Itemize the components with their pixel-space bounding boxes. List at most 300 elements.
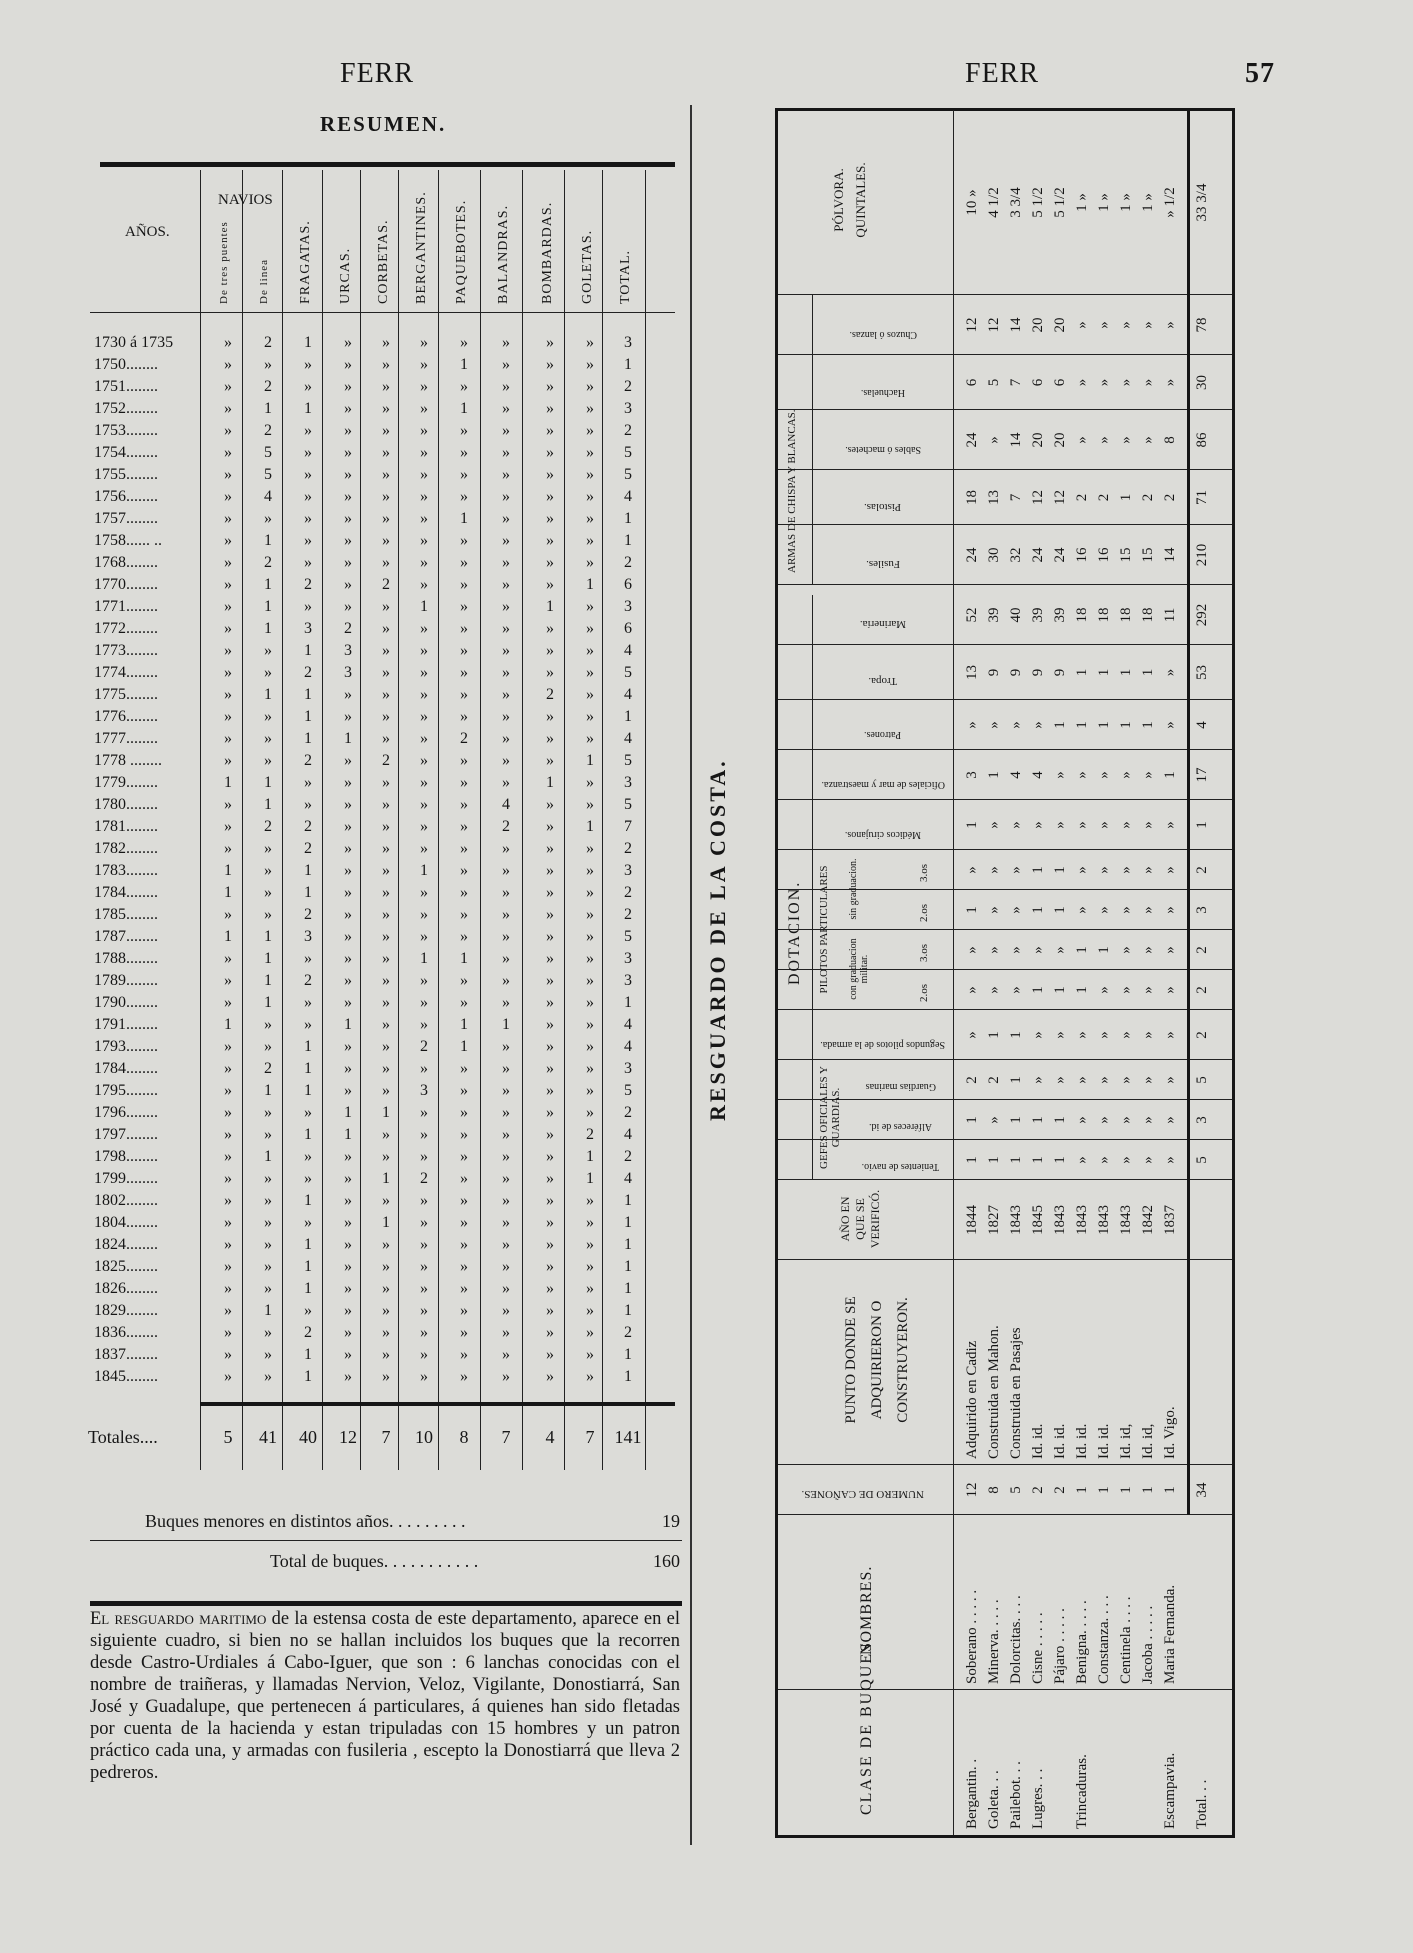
resguardo-cell-hac: 6 [964, 378, 980, 387]
resumen-cell: 3 [304, 620, 312, 637]
resguardo-header-label: Patrones. [864, 729, 902, 740]
resumen-year: 1824........ [94, 1236, 158, 1253]
resumen-cell: » [304, 1016, 312, 1033]
resumen-cell: » [224, 444, 232, 461]
resumen-cell: » [502, 598, 510, 615]
resguardo-cell-ofi: » [1118, 771, 1134, 779]
resumen-totals-row [90, 1426, 675, 1448]
resumen-cell: » [502, 1280, 510, 1297]
resumen-cell: » [344, 488, 352, 505]
resumen-cell: 1 [264, 972, 272, 989]
resumen-cell: » [586, 906, 594, 923]
resguardo-cell-chu: 14 [1008, 317, 1024, 333]
resguardo-header-label: PUNTO DONDE SE ADQUIRIERON O CONSTRUYERON. [843, 1296, 911, 1424]
resguardo-cell-sab: 24 [964, 432, 980, 448]
resguardo-cell-ano: 1842 [1140, 1205, 1156, 1235]
resguardo-cell-med: » [1096, 821, 1112, 829]
resguardo-cell-punto: Id. id, [1118, 1423, 1134, 1459]
resumen-cell: 2 [502, 818, 510, 835]
resumen-cell: » [502, 774, 510, 791]
resguardo-header-label: GEFES OFICIALES Y GUARDIAS. [818, 1066, 842, 1169]
resumen-cell: » [382, 620, 390, 637]
resumen-cell: » [460, 994, 468, 1011]
resguardo-cell-clase: Goleta. . . [986, 1770, 1002, 1829]
resumen-cell: » [344, 686, 352, 703]
resguardo-cell-canones: 1 [1096, 1486, 1112, 1494]
resumen-year: 1777........ [94, 730, 158, 747]
resumen-cell: » [382, 356, 390, 373]
resumen-year: 1799........ [94, 1170, 158, 1187]
resumen-cell: » [546, 862, 554, 879]
resguardo-cell-pol: 5 1/2 [1030, 187, 1046, 218]
resumen-cell: » [460, 1324, 468, 1341]
resumen-cell: » [586, 664, 594, 681]
resumen-cell: » [586, 554, 594, 571]
resumen-cell: » [224, 796, 232, 813]
total-buques-value: 160 [653, 1551, 680, 1571]
resumen-cell: » [546, 1126, 554, 1143]
resguardo-cell-chu: 12 [986, 317, 1002, 333]
resumen-cell: » [586, 1060, 594, 1077]
resumen-cell: » [546, 1148, 554, 1165]
resumen-cell: » [264, 708, 272, 725]
resguardo-cell-ten: » [1074, 1156, 1090, 1164]
resumen-cell: » [382, 928, 390, 945]
resguardo-header-label: 2.os [918, 903, 930, 922]
resumen-cell: » [264, 1170, 272, 1187]
resumen-cell: 5 [624, 444, 632, 461]
resumen-cell: 4 [502, 796, 510, 813]
resumen-cell: » [344, 1258, 352, 1275]
resumen-cell: 2 [304, 818, 312, 835]
resumen-cell: » [586, 400, 594, 417]
resumen-cell: » [382, 1324, 390, 1341]
resumen-cell: » [420, 1104, 428, 1121]
resumen-year: 1796........ [94, 1104, 158, 1121]
resumen-title: RESUMEN. [320, 112, 447, 136]
resumen-row [90, 1366, 675, 1388]
resumen-year: 1754........ [94, 444, 158, 461]
resumen-cell: 1 [586, 1148, 594, 1165]
resumen-row [90, 1278, 675, 1300]
resguardo-cell-nombre: Cisne . . . . . [1030, 1612, 1046, 1684]
resumen-cell: » [586, 356, 594, 373]
resumen-cell: » [460, 972, 468, 989]
resumen-year: 1758...... .. [94, 532, 162, 549]
resguardo-cell-gua: » [1162, 1076, 1178, 1084]
resumen-cell: 2 [382, 576, 390, 593]
resumen-year: 1756........ [94, 488, 158, 505]
resumen-row [90, 618, 675, 640]
resguardo-cell-ano: 1845 [1030, 1205, 1046, 1235]
resumen-cell: » [264, 840, 272, 857]
resumen-cell: » [502, 1104, 510, 1121]
resumen-cell: » [420, 994, 428, 1011]
resumen-cell: » [502, 664, 510, 681]
resumen-cell: » [546, 510, 554, 527]
resumen-cell: » [344, 1280, 352, 1297]
resumen-cell: » [264, 752, 272, 769]
resumen-cell: 1 [304, 1038, 312, 1055]
resumen-cell: » [264, 1192, 272, 1209]
resumen-year: 1771........ [94, 598, 158, 615]
resumen-cell: » [546, 818, 554, 835]
resumen-cell: » [304, 1214, 312, 1231]
resguardo-title: RESGUARDO DE LA COSTA. [705, 758, 730, 1122]
resguardo-cell-pol: 1 » [1074, 193, 1090, 212]
resumen-cell: » [460, 576, 468, 593]
resguardo-cell-s3: 1 [1030, 866, 1046, 874]
resumen-cell: » [224, 1148, 232, 1165]
resguardo-cell-ten: 1 [1052, 1156, 1068, 1164]
resumen-cell: » [502, 444, 510, 461]
resumen-cell: 1 [304, 862, 312, 879]
resumen-row [90, 574, 675, 596]
resguardo-cell-pis: 12 [1052, 490, 1068, 505]
running-header-right: FERR [965, 58, 1040, 89]
resumen-cell: » [304, 1170, 312, 1187]
resumen-cell: » [502, 862, 510, 879]
resumen-cell: » [586, 1302, 594, 1319]
resumen-cell: 1 [264, 1082, 272, 1099]
resumen-year: 1773........ [94, 642, 158, 659]
resumen-cell: » [344, 1236, 352, 1253]
resguardo-cell-pat: » [964, 721, 980, 729]
resumen-cell: » [460, 444, 468, 461]
resguardo-header-label: Oficiales de mar y maestranza. [821, 779, 945, 790]
resguardo-cell-ofi: » [1074, 771, 1090, 779]
intro-text: de la estensa costa de este departamento, aparece en el siguiente cuadro, si bien no se hallan incluidos los buques que la recorren desde Castro-Urdiales á Cabo-Iguer, que son : 6 lanchas conocidas con el nombre de traiñeras, y llamadas Nervion, Veloz, Vigilante, Donostiarrá, San José y Guadalupe, que pertenecen á particulares, á quienes han sido fletadas por cuenta de la hacienda y estan tripuladas con 15 hombres y un patron práctico cada una, y armadas con fusileria , escepto la Donostiarrá que lleva 2 pedreros. [90, 1609, 680, 1783]
resumen-cell: » [460, 554, 468, 571]
resumen-year: 1836........ [94, 1324, 158, 1341]
resumen-cell: 4 [624, 1016, 632, 1033]
resguardo-cell-c3: » [1052, 946, 1068, 954]
resguardo-cell-hac: » [1140, 378, 1156, 387]
resumen-cell: » [224, 554, 232, 571]
resumen-year: 1791........ [94, 1016, 158, 1033]
resguardo-total-hac: 30 [1194, 375, 1210, 390]
resumen-cell: » [224, 950, 232, 967]
resumen-cell: » [586, 950, 594, 967]
resguardo-total-ofi: 17 [1194, 767, 1210, 783]
resumen-year: 1770........ [94, 576, 158, 593]
resguardo-cell-med: » [1162, 821, 1178, 829]
resumen-cell: » [304, 532, 312, 549]
resguardo-cell-alf: » [1140, 1116, 1156, 1124]
resumen-cell: 1 [264, 620, 272, 637]
resguardo-cell-pol: 4 1/2 [986, 187, 1002, 218]
resumen-cell: » [502, 1126, 510, 1143]
resumen-cell: » [586, 1346, 594, 1363]
resumen-cell: 1 [304, 1346, 312, 1363]
resumen-totals-label: Totales.... [88, 1427, 158, 1447]
resumen-year: 1784........ [94, 884, 158, 901]
resumen-cell: » [382, 862, 390, 879]
resumen-cell: » [586, 972, 594, 989]
resumen-total-cell: 7 [381, 1427, 391, 1447]
resumen-column-header: GOLETAS. [580, 229, 595, 304]
resguardo-cell-sab: 8 [1162, 436, 1178, 444]
resumen-cell: 5 [264, 466, 272, 483]
resumen-cell: » [586, 620, 594, 637]
resumen-row [90, 1124, 675, 1146]
resumen-cell: » [382, 884, 390, 901]
resumen-cell: » [382, 950, 390, 967]
resguardo-cell-c3: » [1162, 946, 1178, 954]
resumen-cell: 6 [624, 576, 632, 593]
resumen-cell: » [344, 1060, 352, 1077]
resumen-cell: » [382, 1082, 390, 1099]
resguardo-cell-ofi: 4 [1008, 771, 1024, 779]
resumen-cell: 3 [344, 664, 352, 681]
resguardo-cell-ten: » [1118, 1156, 1134, 1164]
resumen-totals-rule [200, 1402, 675, 1406]
resguardo-cell-chu: » [1096, 321, 1112, 329]
resumen-cell: » [460, 1302, 468, 1319]
resumen-cell: 2 [624, 554, 632, 571]
resumen-row [90, 1344, 675, 1366]
resguardo-total-pat: 4 [1194, 721, 1210, 729]
resguardo-cell-mar: 39 [986, 607, 1002, 623]
resumen-row [90, 552, 675, 574]
resumen-cell: » [460, 664, 468, 681]
resguardo-cell-hac: » [1118, 378, 1134, 387]
resguardo-cell-fus: 15 [1118, 547, 1134, 563]
resumen-cell: » [586, 510, 594, 527]
resumen-cell: » [382, 972, 390, 989]
resumen-cell: » [264, 862, 272, 879]
resumen-column-header: BERGANTINES. [414, 191, 429, 304]
resumen-cell: » [382, 400, 390, 417]
resumen-row [90, 860, 675, 882]
resguardo-cell-pol: 1 » [1096, 193, 1112, 212]
resumen-row [90, 640, 675, 662]
resguardo-total-tro: 53 [1194, 665, 1210, 680]
resguardo-cell-ten: » [1096, 1156, 1112, 1164]
resguardo-cell-ten: 1 [1030, 1156, 1046, 1164]
resguardo-cell-pat: » [986, 721, 1002, 729]
resumen-cell: » [304, 378, 312, 395]
resumen-cell: 4 [624, 1126, 632, 1143]
resguardo-cell-c3: » [1008, 946, 1024, 954]
resumen-cell: » [460, 1346, 468, 1363]
resguardo-cell-mar: 18 [1096, 607, 1112, 623]
resumen-year: 1782........ [94, 840, 158, 857]
resumen-row [90, 530, 675, 552]
resguardo-cell-punto: Id. id. [1030, 1423, 1046, 1459]
resumen-cell: » [382, 642, 390, 659]
resumen-cell: » [420, 774, 428, 791]
resumen-cell: » [224, 840, 232, 857]
resumen-cell: 2 [624, 1148, 632, 1165]
resumen-cell: » [420, 1346, 428, 1363]
resumen-cell: » [502, 686, 510, 703]
resumen-cell: » [420, 1148, 428, 1165]
resumen-cell: » [586, 1280, 594, 1297]
resguardo-cell-c3: » [1030, 946, 1046, 954]
resumen-cell: » [304, 774, 312, 791]
resumen-cell: » [586, 730, 594, 747]
resumen-year: 1779........ [94, 774, 158, 791]
resguardo-cell-tro: 1 [1118, 668, 1134, 677]
resumen-cell: » [344, 334, 352, 351]
resumen-cell: » [546, 466, 554, 483]
resguardo-cell-hac: » [1074, 378, 1090, 387]
resguardo-header-label: CLASE DE BUQUES. [858, 1634, 875, 1815]
resumen-cell: » [224, 488, 232, 505]
resumen-cell: 2 [264, 554, 272, 571]
resumen-cell: 1 [546, 774, 554, 791]
resumen-cell: 3 [624, 950, 632, 967]
resguardo-header-label: Tropa. [868, 675, 898, 687]
resumen-cell: » [420, 884, 428, 901]
resumen-cell: » [586, 1214, 594, 1231]
resumen-cell: 1 [624, 994, 632, 1011]
resguardo-cell-sab: 20 [1052, 432, 1068, 448]
resumen-cell: » [304, 994, 312, 1011]
resumen-cell: » [382, 774, 390, 791]
resumen-cell: » [546, 752, 554, 769]
resumen-cell: » [546, 994, 554, 1011]
resumen-total-cell: 12 [339, 1427, 357, 1447]
resguardo-cell-s3: » [1140, 866, 1156, 874]
resumen-year: 1793........ [94, 1038, 158, 1055]
resguardo-cell-alf: 1 [964, 1116, 980, 1124]
resumen-cell: » [224, 620, 232, 637]
resumen-cell: » [344, 422, 352, 439]
resumen-cell: » [420, 642, 428, 659]
resumen-cell: » [264, 1258, 272, 1275]
resumen-cell: » [546, 576, 554, 593]
resumen-cell: 3 [624, 1060, 632, 1077]
resumen-cell: 1 [264, 1302, 272, 1319]
resumen-cell: » [224, 1258, 232, 1275]
resumen-cell: » [382, 1236, 390, 1253]
resguardo-cell-ten: » [1162, 1156, 1178, 1164]
resumen-cell: » [382, 664, 390, 681]
resumen-row [90, 354, 675, 376]
resumen-cell: 1 [304, 1126, 312, 1143]
resumen-cell: 1 [460, 1016, 468, 1033]
resumen-cell: » [224, 598, 232, 615]
resumen-row [90, 838, 675, 860]
resumen-row [90, 1102, 675, 1124]
resumen-cell: » [224, 1104, 232, 1121]
resumen-cell: » [224, 1126, 232, 1143]
resguardo-row [1161, 111, 1179, 1835]
resguardo-total-gua: 5 [1194, 1076, 1210, 1084]
resumen-year: 1788........ [94, 950, 158, 967]
resumen-cell: » [546, 708, 554, 725]
resumen-row [90, 728, 675, 750]
resumen-cell: » [344, 774, 352, 791]
resumen-row [90, 816, 675, 838]
resumen-cell: 1 [304, 1258, 312, 1275]
resumen-cell: 3 [624, 774, 632, 791]
resumen-cell: » [382, 1346, 390, 1363]
resumen-cell: » [586, 774, 594, 791]
resguardo-cell-seg: 1 [1008, 1031, 1024, 1039]
resumen-cell: » [382, 1368, 390, 1385]
resguardo-cell-ten: 1 [964, 1156, 980, 1164]
resguardo-cell-tro: 9 [1008, 668, 1024, 677]
resguardo-cell-alf: 1 [1030, 1116, 1046, 1124]
resguardo-cell-med: » [1140, 821, 1156, 829]
resumen-cell: » [502, 730, 510, 747]
resumen-cell: » [502, 752, 510, 769]
resguardo-cell-punto: Id. id. [1052, 1423, 1068, 1459]
resguardo-cell-seg: » [1118, 1031, 1134, 1039]
resumen-cell: » [344, 1368, 352, 1385]
resumen-cell: » [546, 334, 554, 351]
resumen-cell: 5 [624, 1082, 632, 1099]
resumen-cell: 1 [304, 708, 312, 725]
resumen-cell: 1 [264, 928, 272, 945]
resguardo-header-label: Pistolas. [864, 501, 902, 513]
resumen-cell: 1 [304, 1192, 312, 1209]
resumen-cell: 1 [382, 1170, 390, 1187]
resumen-cell: 1 [420, 862, 428, 879]
resumen-cell: » [420, 928, 428, 945]
resumen-cell: » [546, 928, 554, 945]
resumen-year: 1829........ [94, 1302, 158, 1319]
resumen-cell: » [420, 664, 428, 681]
resumen-cell: 6 [624, 620, 632, 637]
resumen-cell: » [546, 730, 554, 747]
resumen-cell: 3 [344, 642, 352, 659]
resumen-cell: 1 [624, 1192, 632, 1209]
resumen-cell: » [460, 1148, 468, 1165]
resumen-years-header: AÑOS. [125, 224, 170, 240]
resumen-cell: » [546, 1368, 554, 1385]
resumen-cell: » [264, 1126, 272, 1143]
resumen-row [90, 948, 675, 970]
resguardo-cell-pol: 1 » [1140, 193, 1156, 212]
resumen-cell: » [546, 554, 554, 571]
resguardo-cell-nombre: Pájaro . . . . . [1052, 1608, 1068, 1684]
resguardo-total-row [1193, 111, 1211, 1835]
resguardo-total-s2: 3 [1194, 906, 1210, 914]
resguardo-cell-pat: » [1162, 721, 1178, 729]
resguardo-cell-hac: » [1162, 378, 1178, 387]
resumen-row [90, 1212, 675, 1234]
resguardo-cell-canones: 1 [1140, 1486, 1156, 1494]
resguardo-cell-c3: » [1118, 946, 1134, 954]
resumen-cell: » [546, 378, 554, 395]
resumen-year: 1784........ [94, 1060, 158, 1077]
resumen-year: 1826........ [94, 1280, 158, 1297]
resumen-cell: » [420, 510, 428, 527]
resumen-cell: 1 [586, 752, 594, 769]
resumen-year: 1787........ [94, 928, 158, 945]
resumen-cell: » [264, 906, 272, 923]
resumen-cell: » [586, 928, 594, 945]
resumen-cell: » [224, 730, 232, 747]
resumen-cell: » [502, 906, 510, 923]
resumen-cell: » [546, 884, 554, 901]
resumen-cell: » [420, 466, 428, 483]
resumen-cell: » [344, 1214, 352, 1231]
resumen-cell: » [382, 1126, 390, 1143]
resumen-cell: 3 [624, 400, 632, 417]
resumen-total-cell: 141 [614, 1427, 642, 1447]
resguardo-cell-ano: 1843 [1096, 1205, 1112, 1235]
resguardo-cell-s2: 1 [1030, 906, 1046, 914]
resumen-cell: » [224, 1082, 232, 1099]
resguardo-cell-seg: » [1052, 1031, 1068, 1039]
resguardo-cell-s3: » [1008, 866, 1024, 874]
resguardo-cell-ten: 1 [986, 1156, 1002, 1164]
